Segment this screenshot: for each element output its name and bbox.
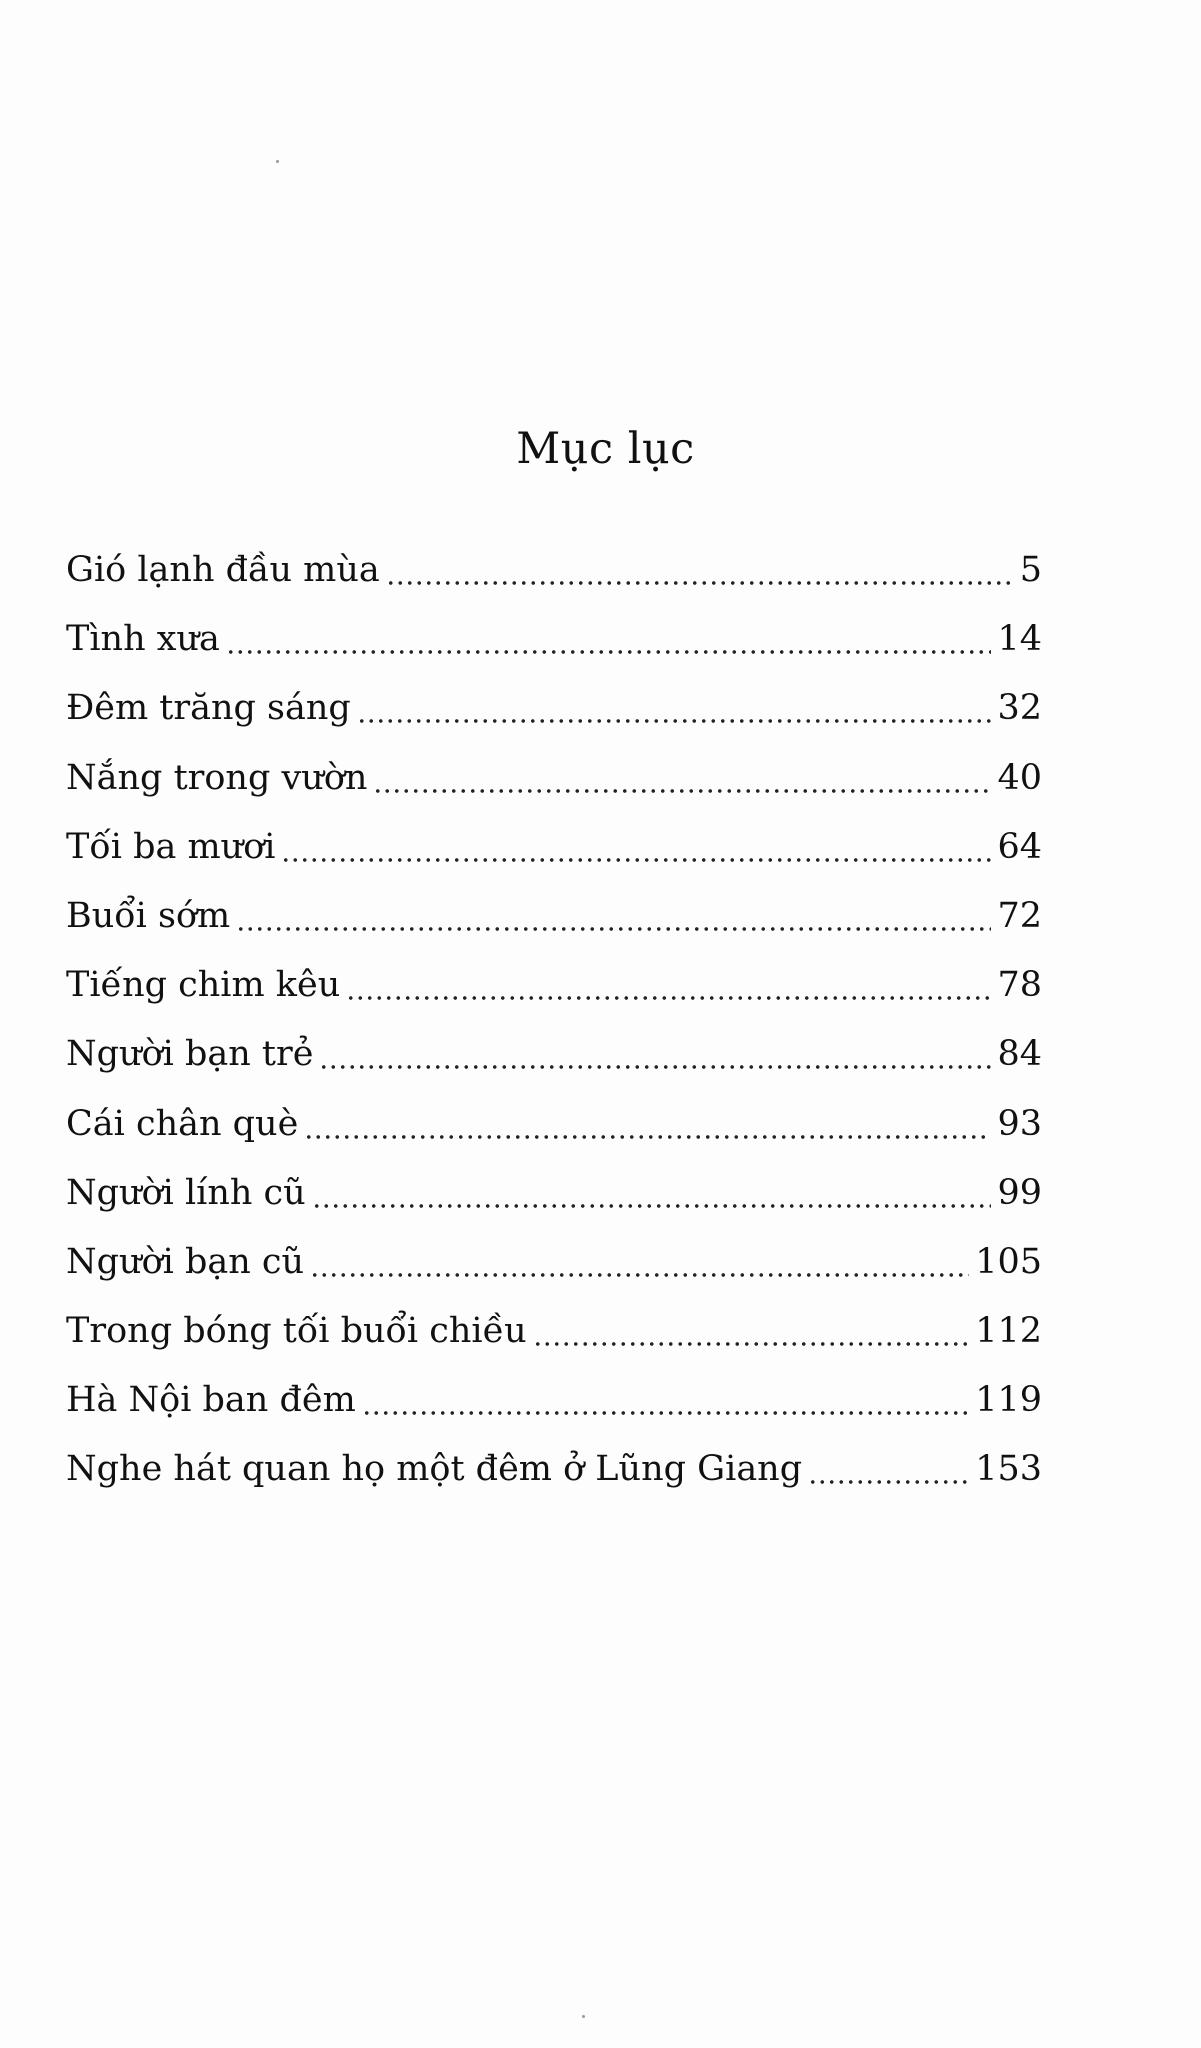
toc-entry-page: 14 <box>997 619 1042 660</box>
toc-entry[interactable] <box>66 1020 1042 1089</box>
toc-entry-page: 84 <box>997 1034 1042 1075</box>
toc-entry-title: Đêm trăng sáng <box>66 688 351 729</box>
toc-entry-page: 78 <box>997 965 1042 1006</box>
toc-entry[interactable] <box>66 605 1042 674</box>
toc-entry-page: 119 <box>975 1380 1042 1421</box>
dot-leader <box>226 621 992 656</box>
toc-entry-title: Nghe hát quan họ một đêm ở Lũng Giang <box>66 1449 803 1490</box>
dot-leader <box>304 1106 991 1141</box>
dot-leader <box>310 1244 969 1279</box>
toc-entry[interactable] <box>66 536 1042 605</box>
toc-entry[interactable] <box>66 744 1042 813</box>
toc-entry-page: 93 <box>997 1103 1042 1144</box>
toc-entry-page: 72 <box>997 895 1042 936</box>
toc-entry-page: 64 <box>997 826 1042 867</box>
toc-entry-title: Tiếng chim kêu <box>66 965 341 1006</box>
dot-leader <box>236 898 991 933</box>
toc-entry[interactable] <box>66 1159 1042 1228</box>
toc-entry-page: 112 <box>975 1311 1042 1352</box>
dot-leader <box>373 760 991 795</box>
toc-entry-title: Người bạn cũ <box>66 1241 305 1282</box>
toc-entry[interactable] <box>66 882 1042 951</box>
toc-entry[interactable] <box>66 1228 1042 1297</box>
toc-entry-title: Tối ba mươi <box>66 826 276 867</box>
table-of-contents <box>66 536 1042 1505</box>
dot-leader <box>357 690 992 725</box>
toc-entry[interactable] <box>66 1366 1042 1435</box>
toc-entry-title: Tình xưa <box>66 619 220 660</box>
paper-speck <box>582 2015 585 2018</box>
toc-entry-page: 5 <box>1019 550 1042 590</box>
toc-entry-page: 105 <box>975 1241 1042 1282</box>
toc-entry-page: 99 <box>997 1172 1042 1213</box>
toc-entry[interactable] <box>66 1090 1042 1159</box>
dot-leader <box>312 1175 992 1210</box>
toc-entry-title: Cái chân què <box>66 1103 299 1144</box>
toc-entry[interactable] <box>66 813 1042 882</box>
toc-entry[interactable] <box>66 674 1042 743</box>
dot-leader <box>808 1451 969 1486</box>
toc-entry-title: Buổi sớm <box>66 895 231 936</box>
toc-entry[interactable] <box>66 951 1042 1020</box>
dot-leader <box>319 1036 991 1071</box>
dot-leader <box>346 967 991 1002</box>
toc-entry-title: Người lính cũ <box>66 1172 306 1213</box>
toc-entry-page: 40 <box>997 757 1042 798</box>
page-title: Mục lục <box>516 423 695 474</box>
toc-entry-title: Trong bóng tối buổi chiều <box>66 1311 527 1352</box>
toc-entry-title: Gió lạnh đầu mùa <box>66 550 380 590</box>
toc-entry-title: Hà Nội ban đêm <box>66 1380 356 1421</box>
paper-speck <box>276 160 279 163</box>
dot-leader <box>386 552 1014 587</box>
dot-leader <box>362 1382 969 1417</box>
toc-entry-page: 32 <box>997 688 1042 729</box>
toc-entry-title: Người bạn trẻ <box>66 1034 314 1075</box>
toc-entry-title: Nắng trong vườn <box>66 757 368 798</box>
toc-entry[interactable] <box>66 1435 1042 1504</box>
dot-leader <box>281 829 991 864</box>
dot-leader <box>533 1313 970 1348</box>
toc-entry-page: 153 <box>975 1449 1042 1490</box>
toc-entry[interactable] <box>66 1297 1042 1366</box>
